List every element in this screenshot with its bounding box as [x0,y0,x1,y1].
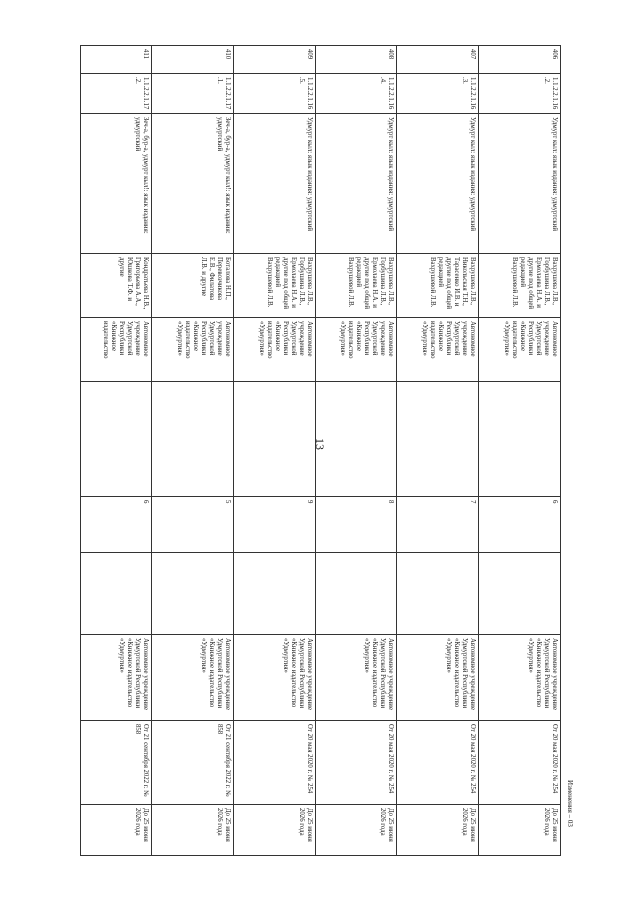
row-grade: 6 [479,497,561,553]
row-until: До 25 июня 2026 года [397,805,479,856]
row-code: 1.1.2.2.1.17.2. [81,74,152,114]
row-number: 411 [81,46,152,74]
row-publisher-2: Автономное учреждение Удмуртской Республики «Книжное издательство «Удмуртия» [479,635,561,721]
row-code: 1.1.2.2.1.16.4. [315,74,397,114]
row-title: Зеч-а, бур-а, удмурт кыл!: язык издания: удмуртский [81,114,152,254]
row-empty [479,553,561,635]
row-grade: 5 [152,497,234,553]
footer-note: Изменения – 03 [566,780,574,827]
row-publisher: Автономное учреждение Удмуртской Республики «Книжное издательство «Удмуртия» [233,318,315,382]
row-empty [81,553,152,635]
row-code: 1.1.2.2.1.16.3. [397,74,479,114]
row-publisher: Автономное учреждение Удмуртской Республики «Книжное издательство «Удмуртия» [479,318,561,382]
row-blank [233,382,315,497]
row-blank [152,382,234,497]
table-row [397,46,479,856]
row-until: До 25 июня 2026 года [152,805,234,856]
row-number: 406 [479,46,561,74]
row-publisher-2: Автономное учреждение Удмуртской Республики «Книжное издательство «Удмуртия» [397,635,479,721]
row-publisher: Автономное учреждение Удмуртской Республики «Книжное издательство [81,318,152,382]
row-blank [397,382,479,497]
row-code: 1.1.2.2.1.16.2. [479,74,561,114]
row-publisher: Автономное учреждение Удмуртской Республики «Книжное издательство «Удмуртия» [315,318,397,382]
table-row [81,46,152,856]
textbook-table [80,45,561,856]
row-authors: Вахрушева Л.В., Горбушина Л.В., Ермолаева Н.А. и другие под общей редакцией Вахрушевой Л.В. [479,254,561,318]
row-order: От 21 сентября 2022 г. № 858 [81,721,152,805]
row-title: Зеч-а, бур-а, удмурт кыл!: язык издания: удмуртский [152,114,234,254]
textbook-table-container [80,45,561,855]
page-number: 13 [313,438,327,450]
row-number: 410 [152,46,234,74]
row-authors: Кондратьева Н.В., Григорьева А.А., Юшкова Т.Ф. и другие [81,254,152,318]
table-row [233,46,315,856]
row-code: 1.1.2.2.1.17.1. [152,74,234,114]
row-until: До 25 июня 2026 года [81,805,152,856]
row-number: 407 [397,46,479,74]
row-publisher: Автономное учреждение Удмуртской Республики «Книжное издательство «Удмуртия» [152,318,234,382]
row-publisher: Автономное учреждение Удмуртской Республики «Книжное издательство «Удмуртия» [397,318,479,382]
row-empty [315,553,397,635]
row-order: От 20 мая 2020 г. № 254 [315,721,397,805]
row-until: До 25 июня 2026 года [233,805,315,856]
row-authors: Вахрушева Л.В., Горбушина Л.В., Ермолаева Н.А. и другие под общей редакцией Вахрушевой Л.В. [315,254,397,318]
row-empty [152,553,234,635]
row-number: 408 [315,46,397,74]
row-order: От 21 сентября 2022 г. № 858 [152,721,234,805]
row-publisher-2: Автономное учреждение Удмуртской Республики «Книжное издательство «Удмуртия» [315,635,397,721]
row-title: Удмурт кыл: язык издания: удмуртский [479,114,561,254]
row-authors: Боталова Н.П., Перевозчикова Е.В., Филатова Л.В. и другие [152,254,234,318]
row-authors: Вахрушева Л.В., Никольская Т.Н., Тарасенко И.В. и другие под общей редакцией Вахрушевой Л.В. [397,254,479,318]
row-number: 409 [233,46,315,74]
row-publisher-2: Автономное учреждение Удмуртской Республики «Книжное издательство «Удмуртия» [233,635,315,721]
row-blank [479,382,561,497]
table-row [152,46,234,856]
table-row [479,46,561,856]
row-code: 1.1.2.2.1.16.5. [233,74,315,114]
row-empty [233,553,315,635]
row-blank [315,382,397,497]
row-title: Удмурт кыл: язык издания: удмуртский [315,114,397,254]
row-order: От 20 мая 2020 г. № 254 [397,721,479,805]
row-grade: 6 [81,497,152,553]
row-order: От 20 мая 2020 г. № 254 [233,721,315,805]
row-until: До 25 июня 2026 года [315,805,397,856]
row-publisher-2: Автономное учреждение Удмуртской Республики «Книжное издательство «Удмуртия» [152,635,234,721]
row-title: Удмурт кыл: язык издания: удмуртский [233,114,315,254]
row-empty [397,553,479,635]
table-row [315,46,397,856]
row-authors: Вахрушева Л.В., Горбушина Л.В., Ермолаева Н.А. и другие под общей редакцией Вахрушевой Л.В. [233,254,315,318]
row-until: До 25 июня 2026 года [479,805,561,856]
row-title: Удмурт кыл: язык издания: удмуртский [397,114,479,254]
row-grade: 7 [397,497,479,553]
row-blank [81,382,152,497]
row-grade: 9 [233,497,315,553]
row-order: От 20 мая 2020 г. № 254 [479,721,561,805]
row-publisher-2: Автономное учреждение Удмуртской Республики «Книжное издательство «Удмуртия» [81,635,152,721]
row-grade: 8 [315,497,397,553]
